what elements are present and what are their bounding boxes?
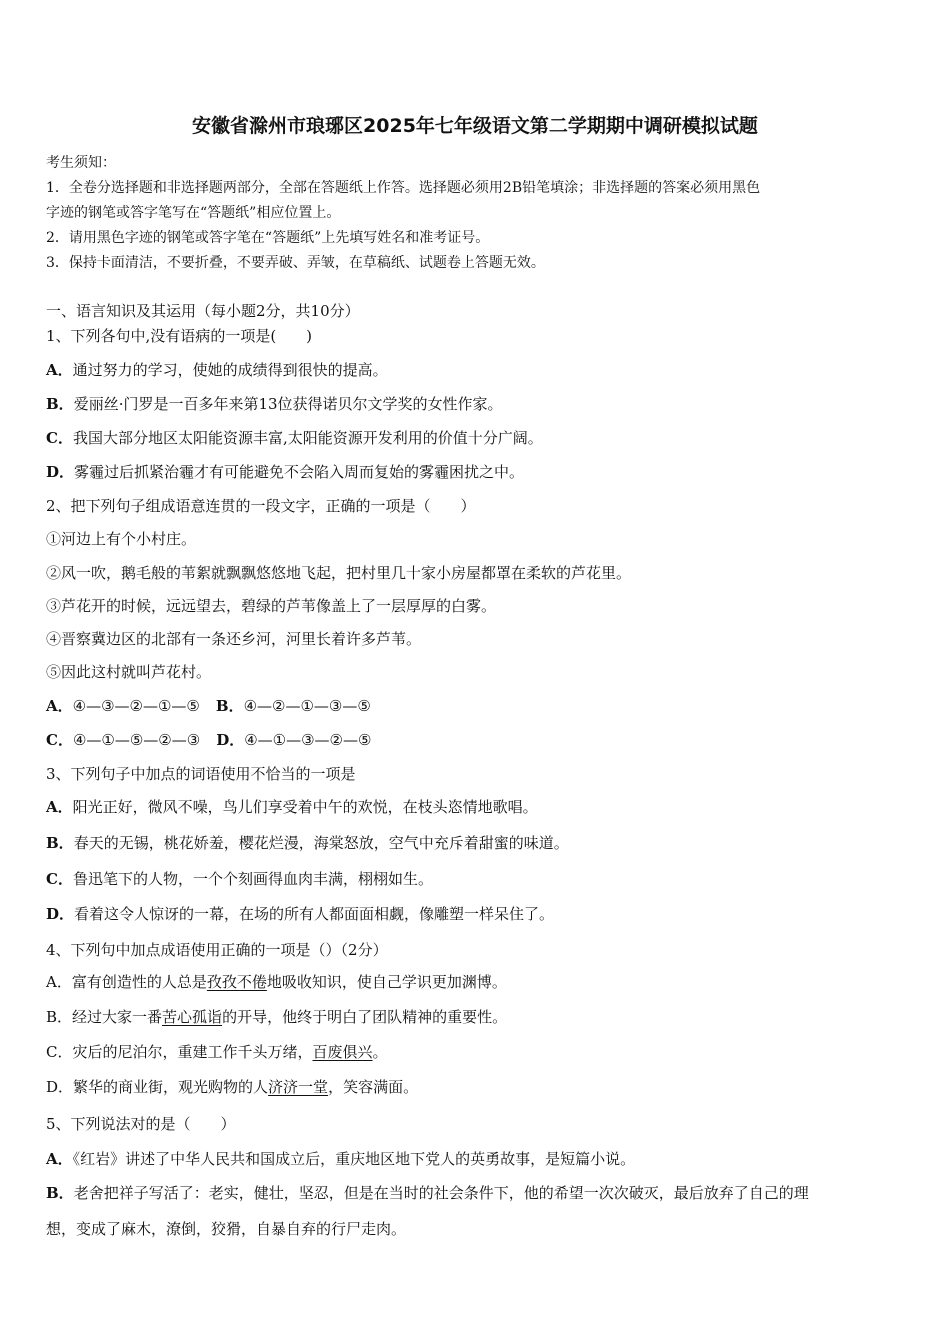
option-text: 春天的无锡，桃花娇羞，樱花烂漫，海棠怒放，空气中充斥着甜蜜的味道。	[73, 834, 569, 852]
notice-item: 3．保持卡面清洁，不要折叠，不要弄破、弄皱，在草稿纸、试题卷上答题无效。	[46, 255, 545, 271]
question-stem: 4、下列句中加点成语使用正确的一项是（）（2分）	[46, 941, 388, 959]
option-text: ④—①—③—②—⑤	[244, 731, 372, 749]
idiom: 孜孜不倦	[206, 973, 267, 991]
option-label: A．	[46, 973, 72, 991]
option-item	[46, 462, 524, 482]
option-text: 阳光正好，微风不噪，鸟儿们享受着中午的欢悦，在枝头恣情地歌唱。	[72, 798, 538, 816]
option-item	[46, 833, 569, 853]
question-stem: 1、下列各句中,没有语病的一项是( )	[46, 327, 313, 345]
sentence-item: ①河边上有个小村庄。	[46, 530, 197, 548]
option-label: C．	[46, 1043, 73, 1061]
option-text-post: 的开导，他终于明白了团队精神的重要性。	[222, 1008, 508, 1026]
section-heading: 一、语言知识及其运用（每小题2分，共10分）	[46, 302, 360, 320]
option-text: 《红岩》讲述了中华人民共和国成立后，重庆地区地下党人的英勇故事，是短篇小说。	[72, 1150, 636, 1168]
option-label: D．	[46, 905, 75, 923]
option-item	[46, 904, 554, 924]
option-row	[46, 696, 371, 716]
question-stem: 2、把下列句子组成语意连贯的一段文字，正确的一项是（ ）	[46, 497, 476, 515]
question-stem: 3、下列句子中加点的词语使用不恰当的一项是	[46, 765, 356, 783]
option-label: C．	[46, 870, 73, 888]
option-text-post: 。	[372, 1043, 388, 1061]
option-item	[46, 972, 507, 992]
option-item-continued	[46, 1219, 406, 1239]
option-text: ④—③—②—①—⑤	[72, 697, 200, 715]
option-item	[46, 1042, 388, 1062]
notice-item: 1．全卷分选择题和非选择题两部分，全部在答题纸上作答。选择题必须用2B铅笔填涂；非选择题的答案必须用黑色	[46, 180, 761, 196]
option-text-post: 地吸收知识，使自己学识更加渊博。	[266, 973, 507, 991]
sentence-item: ②风一吹，鹅毛般的苇絮就飘飘悠悠地飞起，把村里几十家小房屋都罩在柔软的芦花里。	[46, 564, 632, 582]
question-stem: 5、下列说法对的是（ ）	[46, 1115, 236, 1133]
option-text: 看着这令人惊讶的一幕，在场的所有人都面面相觑，像雕塑一样呆住了。	[74, 905, 555, 923]
option-label: C．	[46, 731, 73, 749]
option-label: B．	[46, 395, 74, 413]
option-text: 爱丽丝·门罗是一百多年来第13位获得诺贝尔文学奖的女性作家。	[73, 395, 503, 413]
option-text: 我国大部分地区太阳能资源丰富,太阳能资源开发利用的价值十分广阔。	[72, 429, 543, 447]
notice-heading: 考生须知：	[46, 155, 116, 171]
option-item	[46, 394, 503, 414]
option-item	[46, 1077, 418, 1097]
idiom: 济济一堂	[268, 1078, 329, 1096]
option-label: B．	[46, 834, 74, 852]
option-label: D．	[216, 731, 245, 749]
option-text-post: ，笑容满面。	[328, 1078, 419, 1096]
option-label: A．	[46, 697, 73, 715]
option-label: D．	[46, 463, 75, 481]
sentence-item: ⑤因此这村就叫芦花村。	[46, 663, 212, 681]
option-label: B．	[46, 1008, 73, 1026]
option-text-pre: 经过大家一番	[72, 1008, 163, 1026]
option-item	[46, 360, 388, 380]
option-item	[46, 797, 538, 817]
option-item	[46, 1149, 635, 1169]
idiom: 苦心孤诣	[162, 1008, 223, 1026]
option-item	[46, 1183, 809, 1203]
option-item	[46, 869, 433, 889]
option-label: A．	[46, 798, 73, 816]
notice-item: 字迹的钢笔或答字笔写在“答题纸”相应位置上。	[46, 205, 341, 221]
option-label: D．	[46, 1078, 74, 1096]
option-label: C．	[46, 429, 73, 447]
option-text: ④—①—⑤—②—③	[72, 731, 201, 749]
option-text-pre: 富有创造性的人总是	[71, 973, 207, 991]
option-row	[46, 730, 371, 750]
page-title: 安徽省滁州市琅琊区2025年七年级语文第二学期期中调研模拟试题	[192, 115, 758, 137]
option-text-pre: 繁华的商业街，观光购物的人	[73, 1078, 269, 1096]
option-label: A．	[46, 1150, 73, 1168]
option-text: ④—②—①—③—⑤	[243, 697, 371, 715]
option-item	[46, 428, 543, 448]
option-label: A．	[46, 361, 73, 379]
notice-item: 2．请用黑色字迹的钢笔或答字笔在“答题纸”上先填写姓名和准考证号。	[46, 230, 490, 246]
option-label: B．	[46, 1184, 74, 1202]
option-label: B．	[215, 697, 244, 715]
option-text: 雾霾过后抓紧治霾才有可能避免不会陷入周而复始的雾霾困扰之中。	[74, 463, 525, 481]
option-text: 通过努力的学习，使她的成绩得到很快的提高。	[72, 361, 388, 379]
option-text: 想，变成了麻木，潦倒，狡猾，自暴自弃的行尸走肉。	[46, 1220, 407, 1238]
sentence-item: ④晋察冀边区的北部有一条还乡河，河里长着许多芦苇。	[46, 630, 422, 648]
option-text: 老舍把祥子写活了：老实，健壮，坚忍，但是在当时的社会条件下，他的希望一次次破灭，最后放弃了自己的理	[73, 1184, 809, 1202]
option-text-pre: 灾后的尼泊尔，重建工作千头万绪，	[72, 1043, 313, 1061]
sentence-item: ③芦花开的时候，远远望去，碧绿的芦苇像盖上了一层厚厚的白雾。	[46, 597, 497, 615]
idiom: 百废俱兴	[312, 1043, 373, 1061]
option-text: 鲁迅笔下的人物，一个个刻画得血肉丰满，栩栩如生。	[72, 870, 433, 888]
option-item	[46, 1007, 507, 1027]
